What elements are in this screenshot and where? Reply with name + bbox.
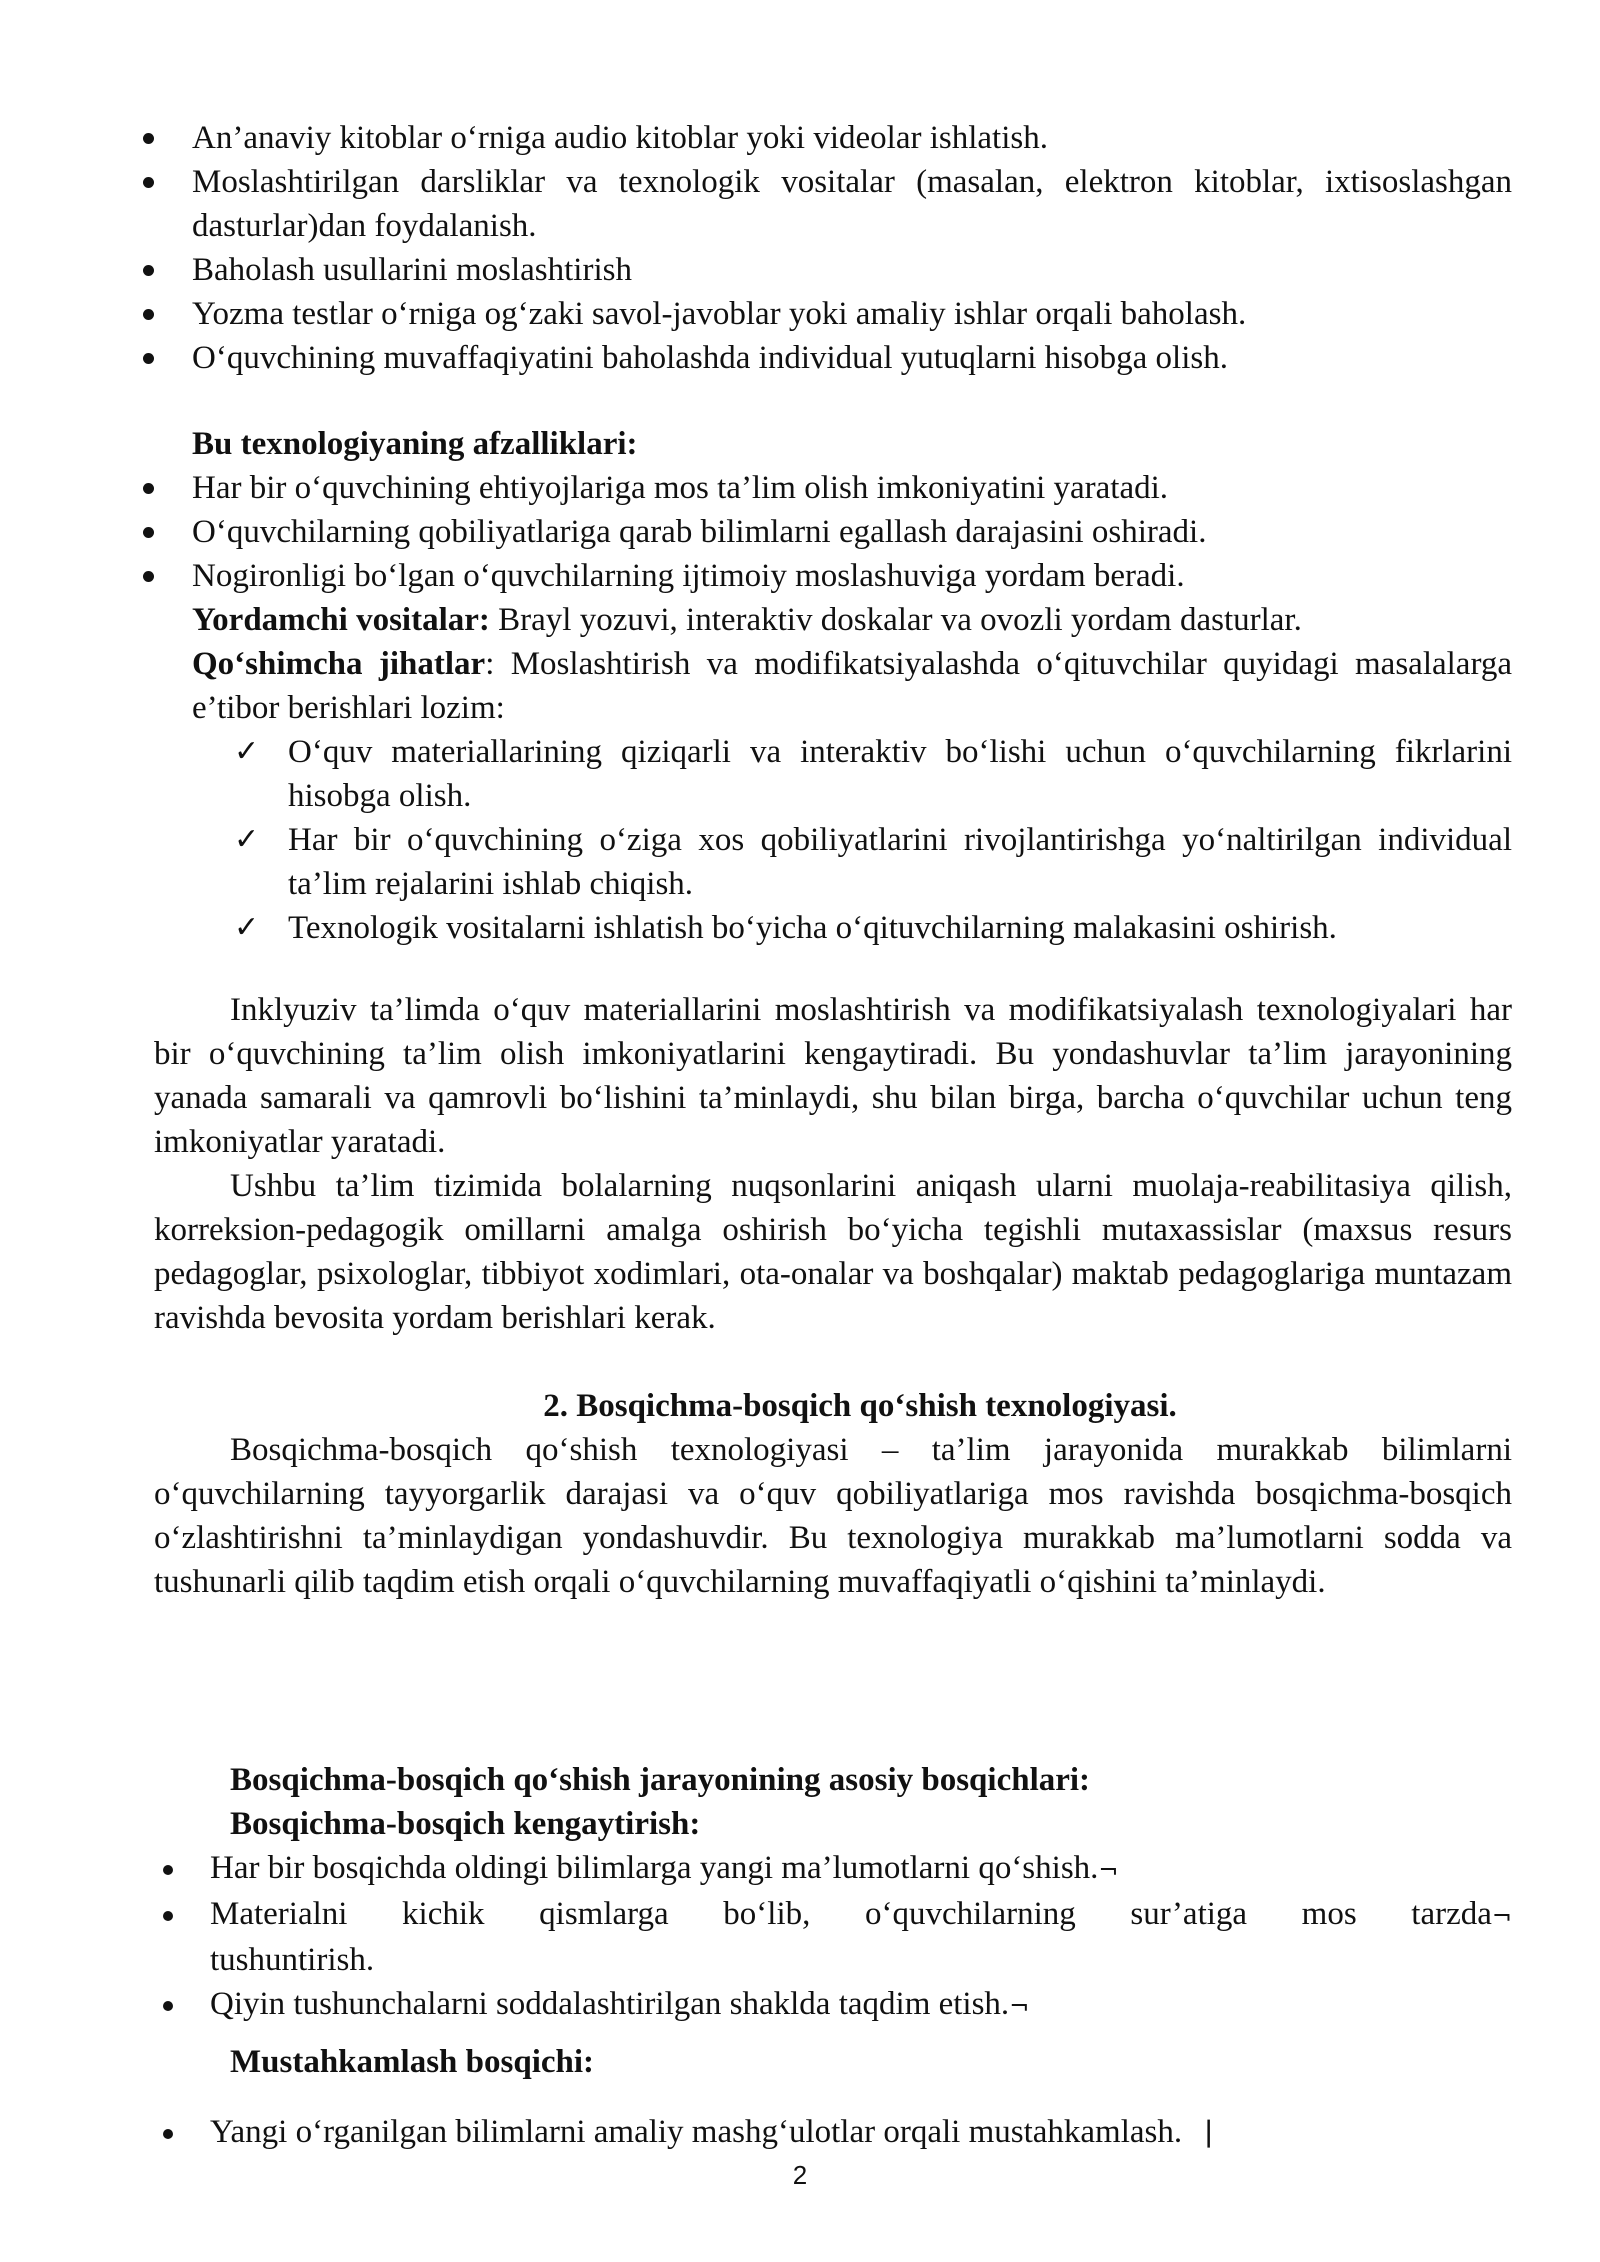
tools-text: Brayl yozuvi, interaktiv doskalar va ovozli yordam dasturlar. [489, 602, 1302, 638]
list-item [0, 1892, 1600, 1982]
tools-label: Yordamchi vositalar: [192, 602, 490, 638]
bullet-icon [143, 483, 154, 494]
bullet-icon [143, 527, 154, 538]
check-item [0, 730, 1600, 818]
list-item [0, 510, 1600, 554]
advantages-heading-text: Bu texnologiyaning afzalliklari: [192, 426, 638, 462]
list-item-text: Baholash usullarini moslashtirish [192, 252, 632, 288]
consolidate-heading [230, 2040, 1512, 2084]
list-item-text: An’anaviy kitoblar o‘rniga audio kitoblar yoki videolar ishlatish. [192, 120, 1048, 156]
bullet-icon [143, 133, 154, 144]
check-icon: ✓ [234, 734, 260, 769]
expand-heading-text: Bosqichma-bosqich kengaytirish: [230, 1806, 701, 1842]
stages-heading [230, 1758, 1512, 1802]
expand-list [0, 1846, 1600, 2028]
list-item [0, 336, 1600, 380]
paragraph-text: Ushbu ta’lim tizimida bolalarning nuqsonlarini aniqash ularni muolaja-reabilitasiya qilish, korreksion-pedagogik omillarni amalga oshirish bo‘yicha tegishli mutaxassislar (maxsus resurs pedagoglar, psixologlar, tibbiyot xodimlari, ota-onalar va boshqalar) maktab pedagoglariga muntazam ravishda bevosita yordam berishlari kerak. [154, 1168, 1512, 1336]
list-item [0, 160, 1600, 248]
bullet-icon [143, 353, 154, 364]
bullet-icon [163, 2129, 173, 2139]
bracket-icon: ⎹ [1182, 2116, 1211, 2149]
extra-text: : Moslashtirish va modifikatsiyalashda o‘qituvchilar quyidagi masalalarga e’tibor berishlari lozim: [192, 646, 1512, 726]
stages-heading-text: Bosqichma-bosqich qo‘shish jarayonining asosiy bosqichlari: [230, 1762, 1091, 1798]
list-item [0, 116, 1600, 160]
advantages-heading [192, 422, 1512, 466]
list-item-text: Har bir bosqichda oldingi bilimlarga yangi ma’lumotlarni qo‘shish. [210, 1850, 1099, 1886]
paragraph-text: Inklyuziv ta’limda o‘quv materiallarini moslashtirish va modifikatsiyalash texnologiyalari har bir o‘quvchining ta’lim olish imkoniyatlarini kengaytiradi. Bu yondashuvlar ta’lim jarayonining yanada samarali va qamrovli bo‘lishini ta’minlaydi, shu bilan birga, barcha o‘quvchilar uchun teng imkoniyatlar yaratadi. [154, 992, 1512, 1160]
list-item-text-continued: tushuntirish. [210, 1942, 375, 1978]
bullet-icon [163, 1911, 173, 1921]
paragraph [154, 988, 1512, 1164]
check-icon: ✓ [234, 822, 260, 857]
paragraph [154, 1164, 1512, 1340]
section-intro-text: Bosqichma-bosqich qo‘shish texnologiyasi – ta’lim jarayonida murakkab bilimlarni o‘quvchilarning tayyorgarlik darajasi va o‘quv qobiliyatlariga mos ravishda bosqichma-bosqich o‘zlashtirishni ta’minlaydigan yondashuvdir. Bu texnologiya murakkab ma’lumotlarni sodda va tushunarli qilib taqdim etish orqali o‘quvchilarning muvaffaqiyatli o‘qishini ta’minlaydi. [154, 1432, 1512, 1600]
page-number: 2 [792, 2160, 808, 2190]
list-item [0, 248, 1600, 292]
check-item [0, 906, 1600, 950]
extra-paragraph [192, 642, 1512, 730]
list-item [0, 1982, 1600, 2028]
bullet-icon [143, 309, 154, 320]
advantages-list [0, 466, 1600, 598]
expand-heading [230, 1802, 1512, 1846]
list-item-text: Nogironligi bo‘lgan o‘quvchilarning ijtimoiy moslashuviga yordam beradi. [192, 558, 1185, 594]
bullet-icon [163, 2001, 173, 2011]
bullet-icon [143, 265, 154, 276]
list-item-text: Yozma testlar o‘rniga og‘zaki savol-javoblar yoki amaliy ishlar orqali baholash. [192, 296, 1247, 332]
list-item-text: Qiyin tushunchalarni soddalashtirilgan shaklda taqdim etish. [210, 1986, 1010, 2022]
list-item [0, 1846, 1600, 1892]
list-item-text: Yangi o‘rganilgan bilimlarni amaliy mashg‘ulotlar orqali mustahkamlash. [210, 2114, 1183, 2150]
check-item-text: Texnologik vositalarni ishlatish bo‘yicha o‘qituvchilarning malakasini oshirish. [288, 910, 1337, 946]
list-item [0, 2110, 1600, 2155]
bullet-icon [143, 571, 154, 582]
list-item-text: O‘quvchining muvaffaqiyatini baholashda individual yutuqlarni hisobga olish. [192, 340, 1228, 376]
list-item [0, 466, 1600, 510]
check-item-text: O‘quv materiallarining qiziqarli va interaktiv bo‘lishi uchun o‘quvchilarning fikrlarini hisobga olish. [288, 734, 1512, 814]
list-item [0, 554, 1600, 598]
check-icon: ✓ [234, 910, 260, 945]
bullet-icon [163, 1865, 173, 1875]
check-list [0, 730, 1600, 950]
list-item-text: Materialni kichik qismlarga bo‘lib, o‘quvchilarning sur’atiga mos tarzda [210, 1896, 1492, 1932]
consolidate-heading-text: Mustahkamlash bosqichi: [230, 2044, 595, 2080]
section-intro [154, 1428, 1512, 1604]
list-item [0, 292, 1600, 336]
section-heading [0, 1384, 1600, 1428]
list-item-text: Har bir o‘quvchining ehtiyojlariga mos ta’lim olish imkoniyatini yaratadi. [192, 470, 1169, 506]
bullet-list-top [0, 116, 1600, 380]
extra-label: Qo‘shimcha jihatlar [192, 646, 486, 682]
bullet-icon [143, 177, 154, 188]
list-item-text: Moslashtirilgan darsliklar va texnologik vositalar (masalan, elektron kitoblar, ixtisoslashgan dasturlar)dan foydalanish. [192, 164, 1512, 244]
consolidate-list [0, 2110, 1600, 2155]
not-sign-icon: ¬ [1098, 1856, 1119, 1884]
check-item-text: Har bir o‘quvchining o‘ziga xos qobiliyatlarini rivojlantirishga yo‘naltirilgan individual ta’lim rejalarini ishlab chiqish. [288, 822, 1512, 902]
list-item-text: O‘quvchilarning qobiliyatlariga qarab bilimlarni egallash darajasini oshiradi. [192, 514, 1207, 550]
tools-line [192, 598, 1512, 642]
section-heading-text: 2. Bosqichma-bosqich qo‘shish texnologiyasi. [543, 1388, 1177, 1424]
not-sign-icon: ¬ [1009, 1992, 1030, 2020]
not-sign-icon: ¬ [1491, 1902, 1512, 1930]
check-item [0, 818, 1600, 906]
